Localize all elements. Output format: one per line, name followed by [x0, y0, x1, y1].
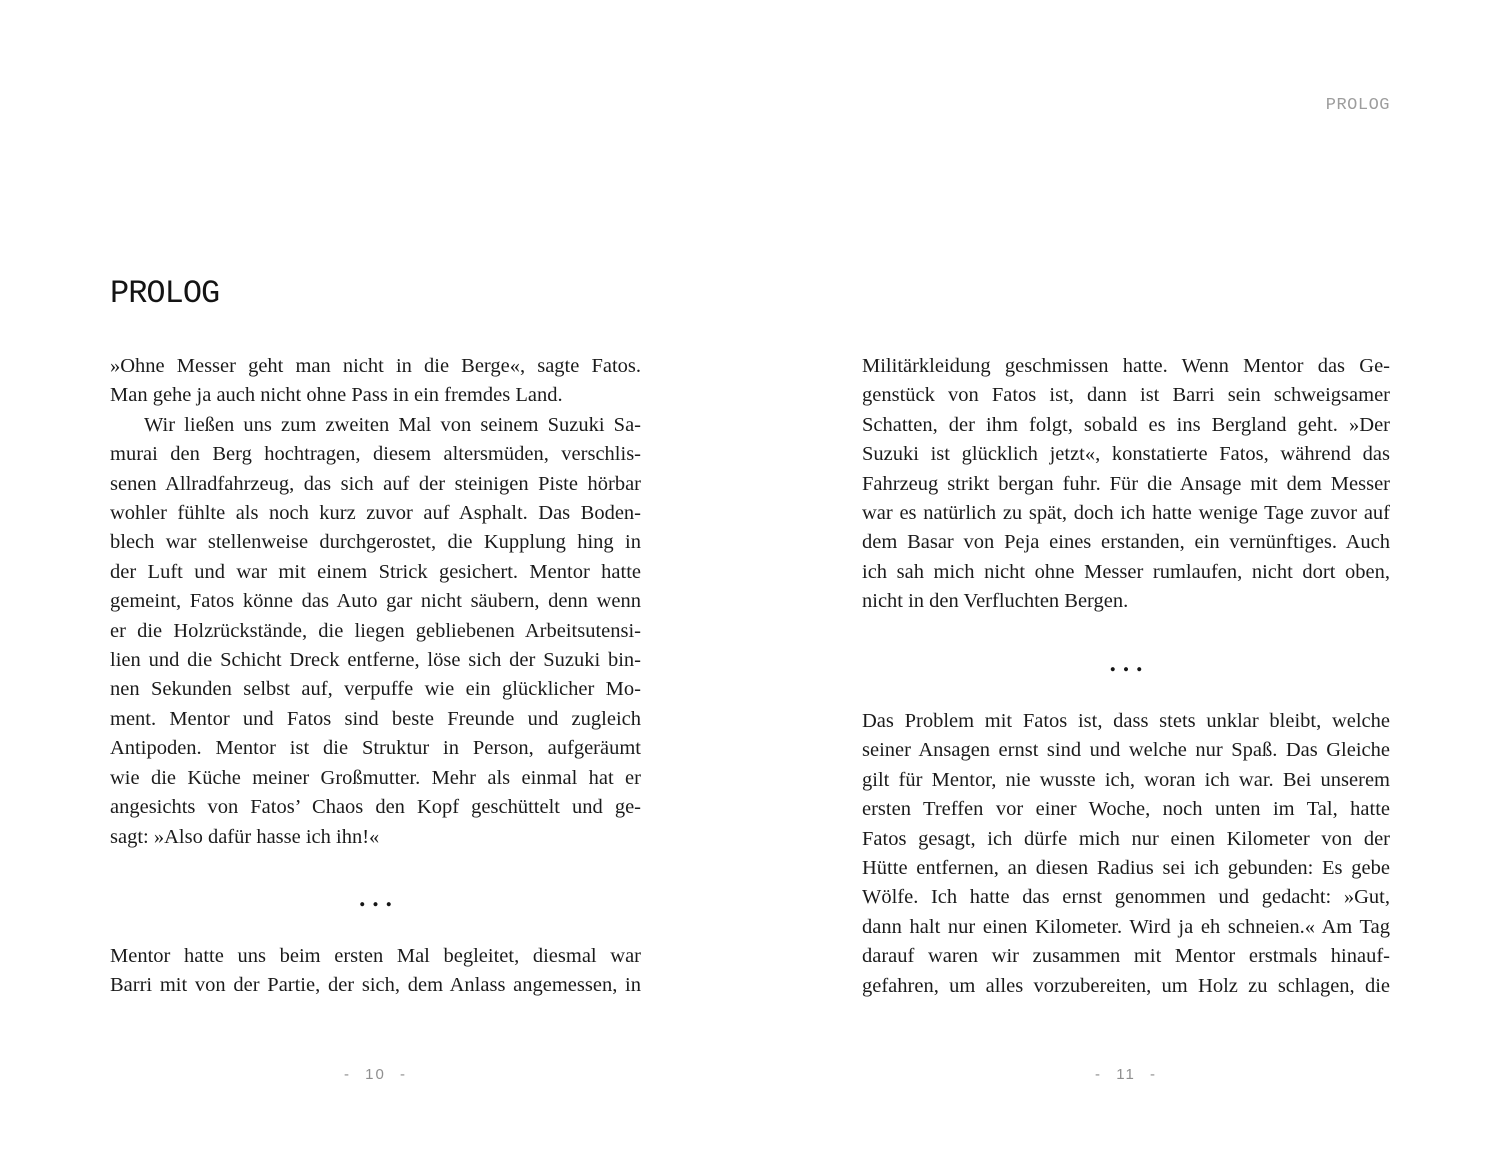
text-line: lien und die Schicht Dreck entferne, löse sich der Suzuki bin-: [110, 649, 641, 672]
text-line: senen Allradfahrzeug, das sich auf der steinigen Piste hörbar: [110, 472, 641, 495]
text-line: Schatten, der ihm folgt, sobald es ins Bergland geht. »Der: [862, 413, 1390, 436]
text-line: ersten Treffen vor einer Woche, noch unten im Tal, hatte: [862, 798, 1390, 821]
text-line: Wir ließen uns zum zweiten Mal von seinem Suzuki Sa-: [144, 413, 641, 436]
text-line: wohler fühlte als noch kurz zuvor auf Asphalt. Das Boden-: [110, 502, 641, 525]
body-text-block: [862, 352, 1390, 617]
text-line: Das Problem mit Fatos ist, dass stets unklar bleibt, welche: [862, 710, 1390, 732]
text-line: angesichts von Fatos’ Chaos den Kopf geschüttelt und ge-: [110, 796, 641, 819]
text-line: er die Holzrückstände, die liegen gebliebenen Arbeitsutensi-: [110, 619, 641, 642]
text-line: gemeint, Fatos könne das Auto gar nicht säubern, denn wenn: [110, 590, 641, 613]
text-line: Antipoden. Mentor ist die Struktur in Person, aufgeräumt: [110, 737, 641, 760]
text-line: Man gehe ja auch nicht ohne Pass in ein fremdes Land.: [110, 384, 563, 407]
text-line: Militärkleidung geschmissen hatte. Wenn Mentor das Ge-: [862, 355, 1390, 377]
text-line: Wölfe. Ich hatte das ernst genommen und gedacht: »Gut,: [862, 886, 1390, 909]
text-line: wie die Küche meiner Großmutter. Mehr als einmal hat er: [110, 766, 641, 789]
text-line: nen Sekunden selbst auf, verpuffe wie ein glücklicher Mo-: [110, 678, 641, 701]
text-line: murai den Berg hochtragen, diesem altersmüden, verschlis-: [110, 443, 641, 466]
section-separator: ...: [1109, 650, 1150, 677]
section-separator: ...: [359, 885, 399, 912]
page-number: - 11 -: [1095, 1066, 1157, 1083]
text-line: genstück von Fatos ist, dann ist Barri sein schweigsamer: [862, 384, 1390, 407]
text-line: dann halt nur einen Kilometer. Wird ja eh schneien.« Am Tag: [862, 915, 1390, 938]
text-line: darauf waren wir zusammen mit Mentor erstmals hinauf-: [862, 945, 1390, 968]
text-line: Barri mit von der Partie, der sich, dem Anlass angemessen, in: [110, 974, 641, 997]
text-line: »Ohne Messer geht man nicht in die Berge«, sagte Fatos.: [110, 355, 641, 377]
text-line: seiner Ansagen ernst sind und welche nur Spaß. Das Gleiche: [862, 739, 1390, 762]
running-header: PROLOG: [1325, 96, 1390, 115]
text-line: nicht in den Verfluchten Bergen.: [862, 590, 1129, 613]
text-line: Suzuki ist glücklich jetzt«, konstatierte Fatos, während das: [862, 443, 1390, 466]
page-number: - 10 -: [343, 1066, 407, 1083]
text-line: war es natürlich zu spät, doch ich hatte wenige Tage zuvor auf: [862, 502, 1390, 525]
text-line: ment. Mentor und Fatos sind beste Freunde und zugleich: [110, 707, 641, 730]
chapter-heading: PROLOG: [110, 275, 220, 312]
text-line: Hütte entfernen, an diesen Radius sei ich gebunden: Es gebe: [862, 857, 1390, 880]
body-text-block: [110, 352, 641, 852]
body-text-block: [110, 942, 641, 1001]
text-line: gilt für Mentor, nie wusste ich, woran ich war. Bei unserem: [862, 768, 1390, 791]
right-page: [750, 0, 1500, 1167]
text-line: Mentor hatte uns beim ersten Mal begleitet, diesmal war: [110, 945, 641, 967]
text-line: sagt: »Also dafür hasse ich ihn!«: [110, 825, 380, 848]
text-line: ich sah mich nicht ohne Messer rumlaufen, nicht dort oben,: [862, 560, 1390, 583]
body-text-block: [862, 707, 1390, 1001]
text-line: gefahren, um alles vorzubereiten, um Holz zu schlagen, die: [862, 974, 1390, 997]
text-line: dem Basar von Peja eines erstanden, ein vernünftiges. Auch: [862, 531, 1390, 554]
text-line: der Luft und war mit einem Strick gesichert. Mentor hatte: [110, 560, 641, 583]
text-line: Fatos gesagt, ich dürfe mich nur einen Kilometer von der: [862, 827, 1390, 850]
text-line: blech war stellenweise durchgerostet, die Kupplung hing in: [110, 531, 641, 554]
text-line: Fahrzeug strikt bergan fuhr. Für die Ansage mit dem Messer: [862, 472, 1390, 495]
